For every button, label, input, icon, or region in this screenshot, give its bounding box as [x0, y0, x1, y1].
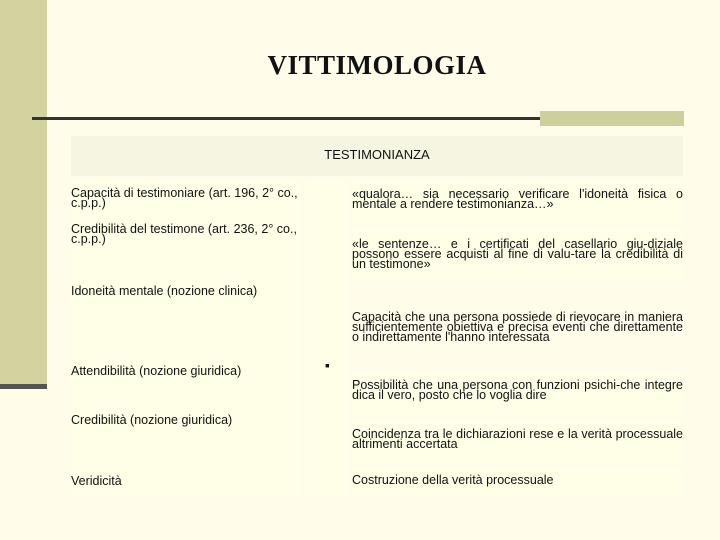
right-item-art196: «qualora… sia necessario verificare l'idoneità fisica o mentale a rendere testimonianza…» [352, 180, 683, 224]
accent-sidebar-shadow [0, 384, 47, 389]
table-header: TESTIMONIANZA [324, 147, 430, 162]
left-item-credibilita-giuridica: Credibilità (nozione giuridica) [71, 413, 233, 427]
left-item-attendibilita: Attendibilità (nozione giuridica) [71, 364, 242, 378]
right-item-idoneita: Capacità che una persona possiede di rievocare in maniera sufficientemente obiettiva e precisa eventi che direttamente o indirettamente l'hanno interessata [352, 310, 683, 344]
title-rule-block [540, 111, 684, 126]
right-item-art236: «le sentenze… e i certificati del casellario giu-diziale possono essere acquisti al fine di valu-tare la credibilità di un testimone» [352, 228, 683, 282]
table-header-cell [71, 136, 683, 176]
right-item-veridicita: Costruzione della verità processuale [352, 468, 683, 498]
left-item-credibilita-testimone: Credibilità del testimone (art. 236, 2° co., c.p.p.) [71, 222, 297, 246]
left-item-capacita: Capacità di testimoniare (art. 196, 2° co., c.p.p.) [71, 186, 298, 210]
bullet-column-cell [305, 180, 348, 498]
slide-title: VITTIMOLOGIA [267, 50, 487, 80]
bullet-marker: ▪ [325, 357, 330, 373]
right-item-credibilita: Coincidenza tra le dichiarazioni rese e la verità processuale altrimenti accertata [352, 420, 683, 464]
left-item-veridicita: Veridicità [71, 474, 122, 488]
left-item-idoneita-mentale: Idoneità mentale (nozione clinica) [71, 284, 258, 298]
right-item-attendibilita: Possibilità che una persona con funzioni psichi-che integre dica il vero, posto che lo voglia dire [352, 372, 683, 416]
